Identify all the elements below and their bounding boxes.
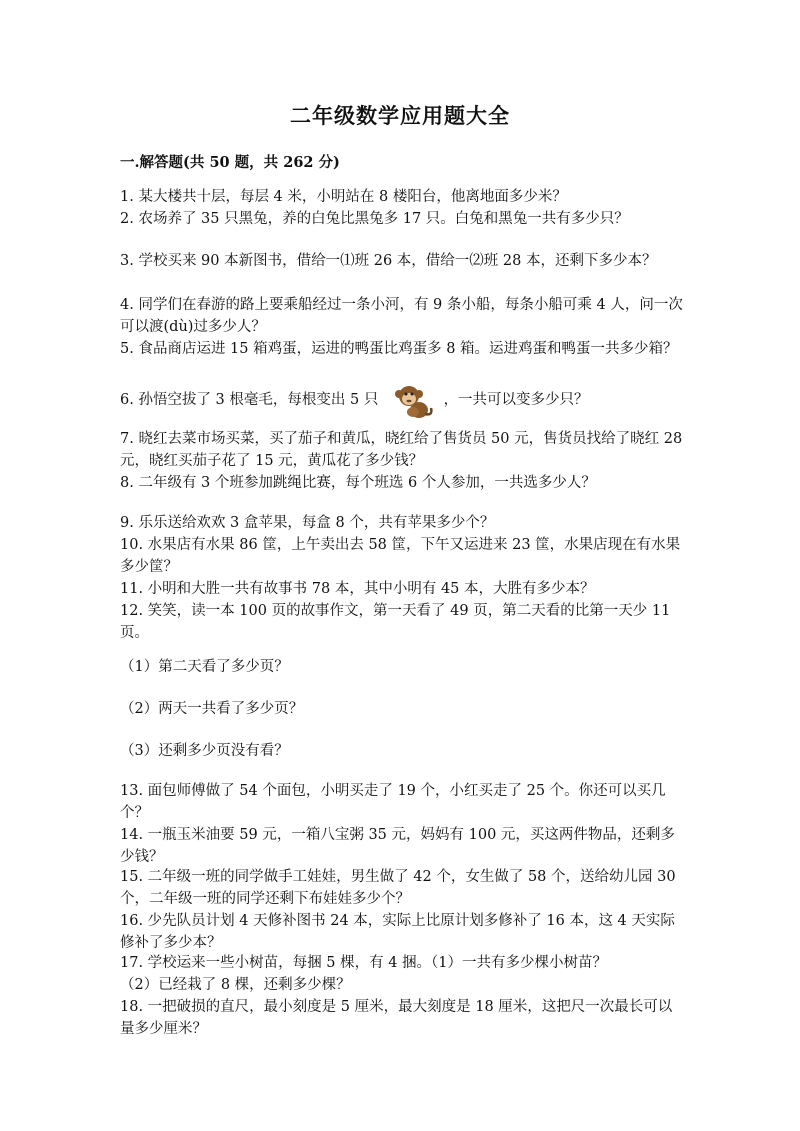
- question-16: 16. 少先队员计划 4 天修补图书 24 本，实际上比原计划多修补了 16 本，这 4 天实际修补了多少本？: [120, 913, 675, 951]
- question-12-sub-1: （1）第二天看了多少页？: [120, 659, 289, 675]
- question-6: [120, 380, 685, 420]
- question-11: 11. 小明和大胜一共有故事书 78 本，其中小明有 45 本，大胜有多少本？: [120, 581, 595, 597]
- question-1: 1. 某大楼共十层，每层 4 米，小明站在 8 楼阳台，他离地面多少米？: [120, 189, 567, 205]
- question-6-text-start: 6. 孙悟空拔了 3 根毫毛，每根变出 5 只: [120, 392, 379, 408]
- question-6-text-end: ，一共可以变多少只？: [443, 392, 589, 408]
- monkey-icon: [389, 380, 433, 420]
- section-heading: 一.解答题(共 50 题，共 262 分): [120, 154, 340, 171]
- question-10: 10. 水果店有水果 86 筐，上午卖出去 58 筐，下午又运进来 23 筐，水果店现在有水果多少筐？: [120, 537, 681, 575]
- question-12-sub-2: （2）两天一共看了多少页？: [120, 701, 304, 717]
- question-18: 18. 一把破损的直尺，最小刻度是 5 厘米，最大刻度是 18 厘米，这把尺一次最长可以量多少厘米？: [120, 999, 673, 1037]
- question-9: 9. 乐乐送给欢欢 3 盒苹果，每盒 8 个，共有苹果多少个？: [120, 515, 495, 531]
- question-15: 15. 二年级一班的同学做手工娃娃，男生做了 42 个，女生做了 58 个，送给幼儿园 30 个，二年级一班的同学还剩下布娃娃多少个？: [120, 869, 676, 907]
- question-14: 14. 一瓶玉米油要 59 元，一箱八宝粥 35 元，妈妈有 100 元，买这两件物品，还剩多少钱？: [120, 827, 675, 865]
- question-3: 3. 学校买来 90 本新图书，借给一⑴班 26 本，借给一⑵班 28 本，还剩下多少本？: [120, 253, 657, 269]
- question-8: 8. 二年级有 3 个班参加跳绳比赛，每个班选 6 个人参加，一共选多少人？: [120, 475, 596, 491]
- question-12: 12. 笑笑，读一本 100 页的故事作文，第一天看了 49 页，第二天看的比第一天少 11 页。: [120, 603, 671, 641]
- document-title: 二年级数学应用题大全: [290, 103, 510, 128]
- question-5: 5. 食品商店运进 15 箱鸡蛋，运进的鸭蛋比鸡蛋多 8 箱。运进鸡蛋和鸭蛋一共多少箱？: [120, 341, 678, 357]
- question-13: 13. 面包师傅做了 54 个面包，小明买走了 19 个，小红买走了 25 个。你还可以买几个？: [120, 783, 666, 821]
- question-12-sub-3: （3）还剩多少页没有看？: [120, 743, 289, 759]
- question-17: 17. 学校运来一些小树苗，每捆 5 棵，有 4 捆。（1）一共有多少棵小树苗？: [120, 955, 608, 971]
- question-7: 7. 晓红去菜市场买菜，买了茄子和黄瓜，晓红给了售货员 50 元，售货员找给了晓红 28 元，晓红买茄子花了 15 元，黄瓜花了多少钱？: [120, 431, 683, 469]
- question-4: 4. 同学们在春游的路上要乘船经过一条小河，有 9 条小船，每条小船可乘 4 人，问一次可以渡(dù)过多少人？: [120, 297, 683, 335]
- question-2: 2. 农场养了 35 只黑兔，养的白兔比黑兔多 17 只。白兔和黑兔一共有多少只？: [120, 211, 629, 227]
- question-17-sub: （2）已经栽了 8 棵，还剩多少棵？: [120, 977, 351, 993]
